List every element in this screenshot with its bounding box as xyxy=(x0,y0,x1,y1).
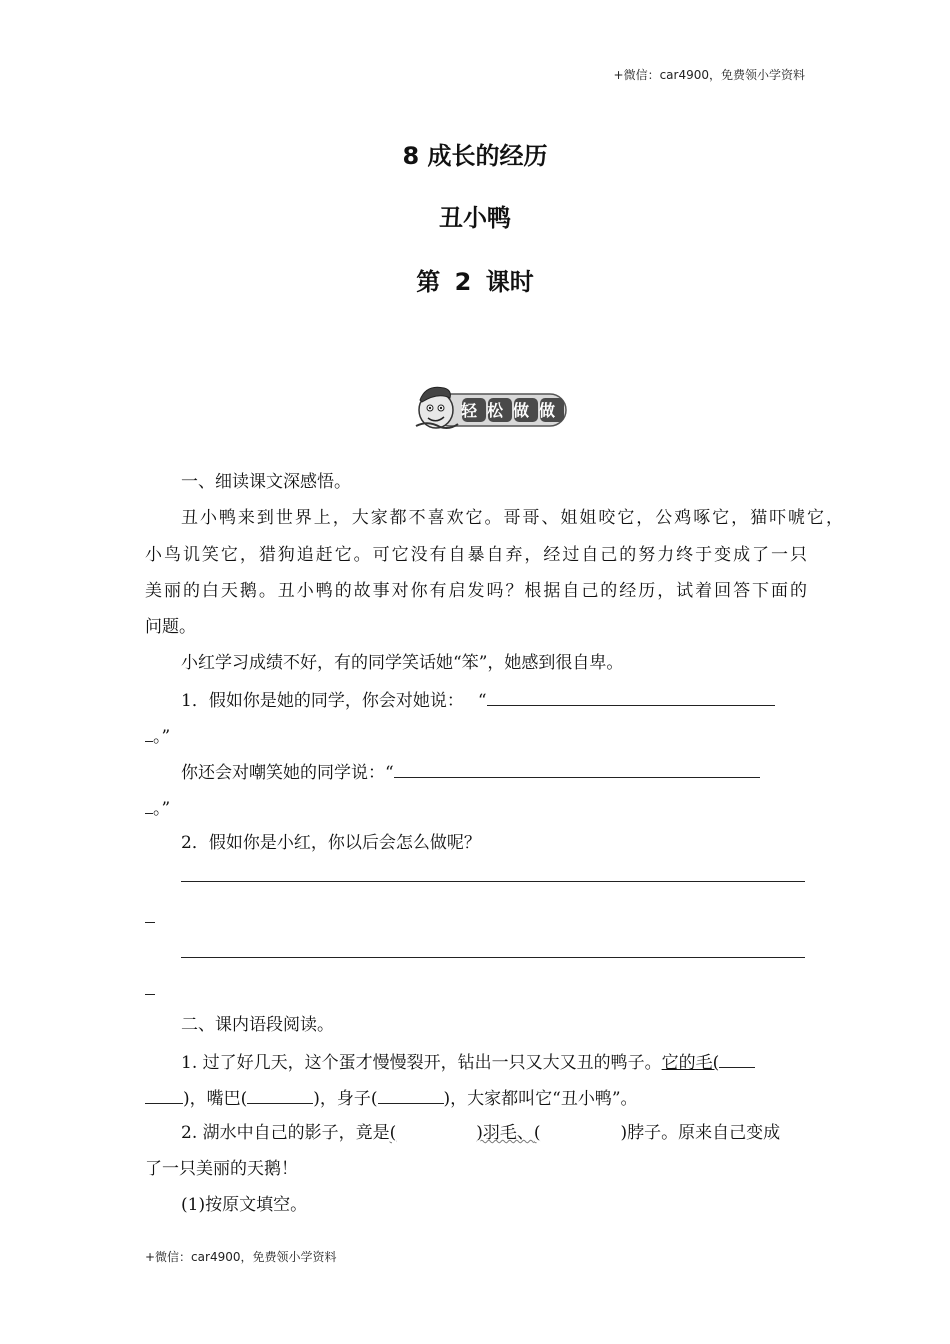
question-1b-prompt: 你还会对嘲笑她的同学说： xyxy=(181,763,385,783)
section2-heading: 二、课内语段阅读。 xyxy=(181,1015,334,1035)
section1-paragraph-line-2: 小鸟讥笑它，猎狗追赶它。可它没有自暴自弃，经过自己的努力终于变成了一只 xyxy=(145,545,807,565)
answer-line-1-tail xyxy=(145,922,155,923)
section1-paragraph-line-3: 美丽的白天鹅。丑小鸭的故事对你有启发吗？根据自己的经历，试着回答下面的 xyxy=(145,581,807,601)
section1-heading: 一、细读课文深感悟。 xyxy=(181,472,351,492)
fill-blank-feather[interactable] xyxy=(396,1121,476,1145)
passage-2-paren-2: ( xyxy=(533,1123,541,1143)
passage-2-line-2: 了一只美丽的天鹅！ xyxy=(145,1159,298,1179)
passage-1-ending: )，大家都叫它“丑小鸭”。 xyxy=(443,1089,638,1109)
passage-1-mouth-label: )，嘴巴( xyxy=(183,1089,248,1109)
passage-1-line-1 xyxy=(145,1049,843,1075)
period-title: 第 2 课时 xyxy=(416,268,534,296)
question-1-close-quote: 。” xyxy=(153,727,171,747)
question-1b-answer-blank-tail[interactable] xyxy=(145,795,153,814)
passage-2-line-1 xyxy=(145,1121,843,1145)
fill-blank-mouth[interactable] xyxy=(247,1085,313,1104)
passage-2-text-c: )脖子。原来自己变成 xyxy=(620,1123,781,1143)
question-2: 2．假如你是小红，你以后会怎么做呢？ xyxy=(181,833,481,853)
passage-2-paren-1: ( xyxy=(389,1123,397,1143)
question-1b-line-end xyxy=(145,795,807,821)
scenario-text: 小红学习成绩不好，有的同学笑话她“笨”，她感到很自卑。 xyxy=(181,653,624,673)
question-1-answer-blank[interactable] xyxy=(487,687,775,706)
answer-line-2[interactable] xyxy=(181,957,805,958)
answer-line-1[interactable] xyxy=(181,881,805,882)
sub-question-1: (1)按原文填空。 xyxy=(181,1195,308,1215)
section1-paragraph-line-4: 问题。 xyxy=(145,617,196,637)
answer-line-2-tail xyxy=(145,994,155,995)
fill-blank-fur[interactable] xyxy=(719,1049,755,1068)
watermark-top: +微信：car4900，免费领小学资料 xyxy=(613,68,805,82)
passage-1-underlined: 它的毛( xyxy=(661,1053,720,1073)
question-1-prompt: 1．假如你是她的同学，你会对她说： xyxy=(181,691,464,711)
question-1b-answer-blank[interactable] xyxy=(394,759,760,778)
passage-1-text: 1. 过了好几天，这个蛋才慢慢裂开，钻出一只又大又丑的鸭子。 xyxy=(181,1053,662,1073)
question-1b-close-quote: 。” xyxy=(153,799,171,819)
lesson-title: 丑小鸭 xyxy=(439,204,511,232)
passage-1-line-2 xyxy=(145,1085,807,1111)
question-1b xyxy=(145,759,843,785)
section1-paragraph-line-1: 丑小鸭来到世界上，大家都不喜欢它。哥哥、姐姐咬它，公鸡啄它，猫吓唬它， xyxy=(181,508,843,528)
question-1b-open-quote: “ xyxy=(385,763,394,783)
question-1 xyxy=(145,687,843,713)
badge-easy-practice xyxy=(414,380,570,432)
watermark-bottom: +微信：car4900，免费领小学资料 xyxy=(145,1250,337,1264)
passage-1-body-label: )，身子( xyxy=(313,1089,378,1109)
fill-blank-body[interactable] xyxy=(378,1085,444,1104)
question-1-open-quote: “ xyxy=(477,691,487,711)
fill-blank-neck[interactable] xyxy=(541,1121,621,1145)
passage-2-text-a: 2. 湖水中自己的影子，竟是 xyxy=(181,1123,390,1143)
fill-blank-fur-cont[interactable] xyxy=(145,1085,183,1104)
question-1-line-end xyxy=(145,723,807,749)
mascot-icon xyxy=(414,380,570,432)
passage-2-text-b: )羽毛、 xyxy=(476,1123,534,1143)
question-1-answer-blank-tail[interactable] xyxy=(145,723,153,742)
badge-label: 轻松做做 xyxy=(460,401,566,420)
unit-title: 8 成长的经历 xyxy=(402,142,548,170)
